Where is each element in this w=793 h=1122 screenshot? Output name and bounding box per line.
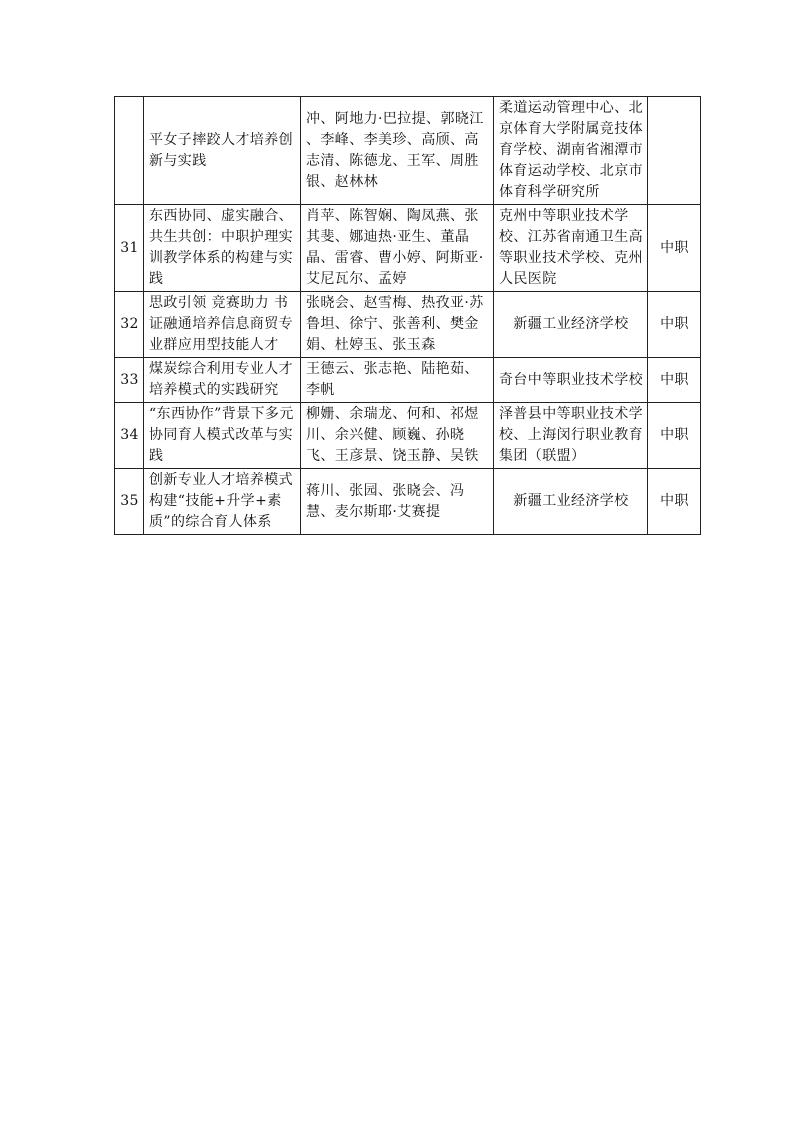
row-number-cell: 32 (115, 292, 144, 358)
members-cell: 柳姗、余瑞龙、何和、祁煜川、余兴健、顾巍、孙晓飞、王彦景、饶玉静、吴铁 (301, 403, 494, 469)
row-number-cell: 33 (115, 358, 144, 403)
table-row (115, 292, 701, 358)
row-number-cell: 31 (115, 205, 144, 292)
level-cell: 中职 (648, 358, 701, 403)
unit-cell: 新疆工业经济学校 (494, 469, 648, 535)
row-number-cell (115, 97, 144, 205)
unit-cell: 奇台中等职业技术学校 (494, 358, 648, 403)
members-cell: 蒋川、张园、张晓会、冯慧、麦尔斯耶·艾赛提 (301, 469, 494, 535)
project-title-cell: 东西协同、虚实融合、共生共创：中职护理实训教学体系的构建与实践 (144, 205, 301, 292)
row-number-cell: 35 (115, 469, 144, 535)
level-cell: 中职 (648, 469, 701, 535)
project-title-cell: “东西协作”背景下多元协同育人模式改革与实践 (144, 403, 301, 469)
table-row (115, 205, 701, 292)
unit-cell: 泽普县中等职业技术学校、上海闵行职业教育集团（联盟） (494, 403, 648, 469)
awards-table (114, 96, 701, 535)
members-cell: 肖苹、陈智娴、陶凤燕、张其斐、娜迪热·亚生、董晶晶、雷睿、曹小婷、阿斯亚·艾尼瓦尔、孟婷 (301, 205, 494, 292)
level-cell (648, 97, 701, 205)
row-number-cell: 34 (115, 403, 144, 469)
table-row (115, 358, 701, 403)
level-cell: 中职 (648, 205, 701, 292)
table-row (115, 97, 701, 205)
table-row (115, 403, 701, 469)
project-title-cell: 思政引领 竞赛助力 书证融通培养信息商贸专业群应用型技能人才 (144, 292, 301, 358)
members-cell: 王德云、张志艳、陆艳茹、李帆 (301, 358, 494, 403)
project-title-cell: 创新专业人才培养模式构建“技能+升学+素质”的综合育人体系 (144, 469, 301, 535)
unit-cell: 柔道运动管理中心、北京体育大学附属竞技体育学校、湖南省湘潭市体育运动学校、北京市体育科学研究所 (494, 97, 648, 205)
members-cell: 张晓会、赵雪梅、热孜亚·苏鲁坦、徐宁、张善利、樊金娟、杜婷玉、张玉森 (301, 292, 494, 358)
project-title-cell: 煤炭综合利用专业人才培养模式的实践研究 (144, 358, 301, 403)
unit-cell: 克州中等职业技术学校、江苏省南通卫生高等职业技术学校、克州人民医院 (494, 205, 648, 292)
unit-cell: 新疆工业经济学校 (494, 292, 648, 358)
table-row (115, 469, 701, 535)
project-title-cell: 平女子摔跤人才培养创新与实践 (144, 97, 301, 205)
level-cell: 中职 (648, 403, 701, 469)
level-cell: 中职 (648, 292, 701, 358)
members-cell: 冲、阿地力·巴拉提、郭晓江 、李峰、李美珍、高颀、高志清、陈德龙、王军、周胜银、赵林林 (301, 97, 494, 205)
